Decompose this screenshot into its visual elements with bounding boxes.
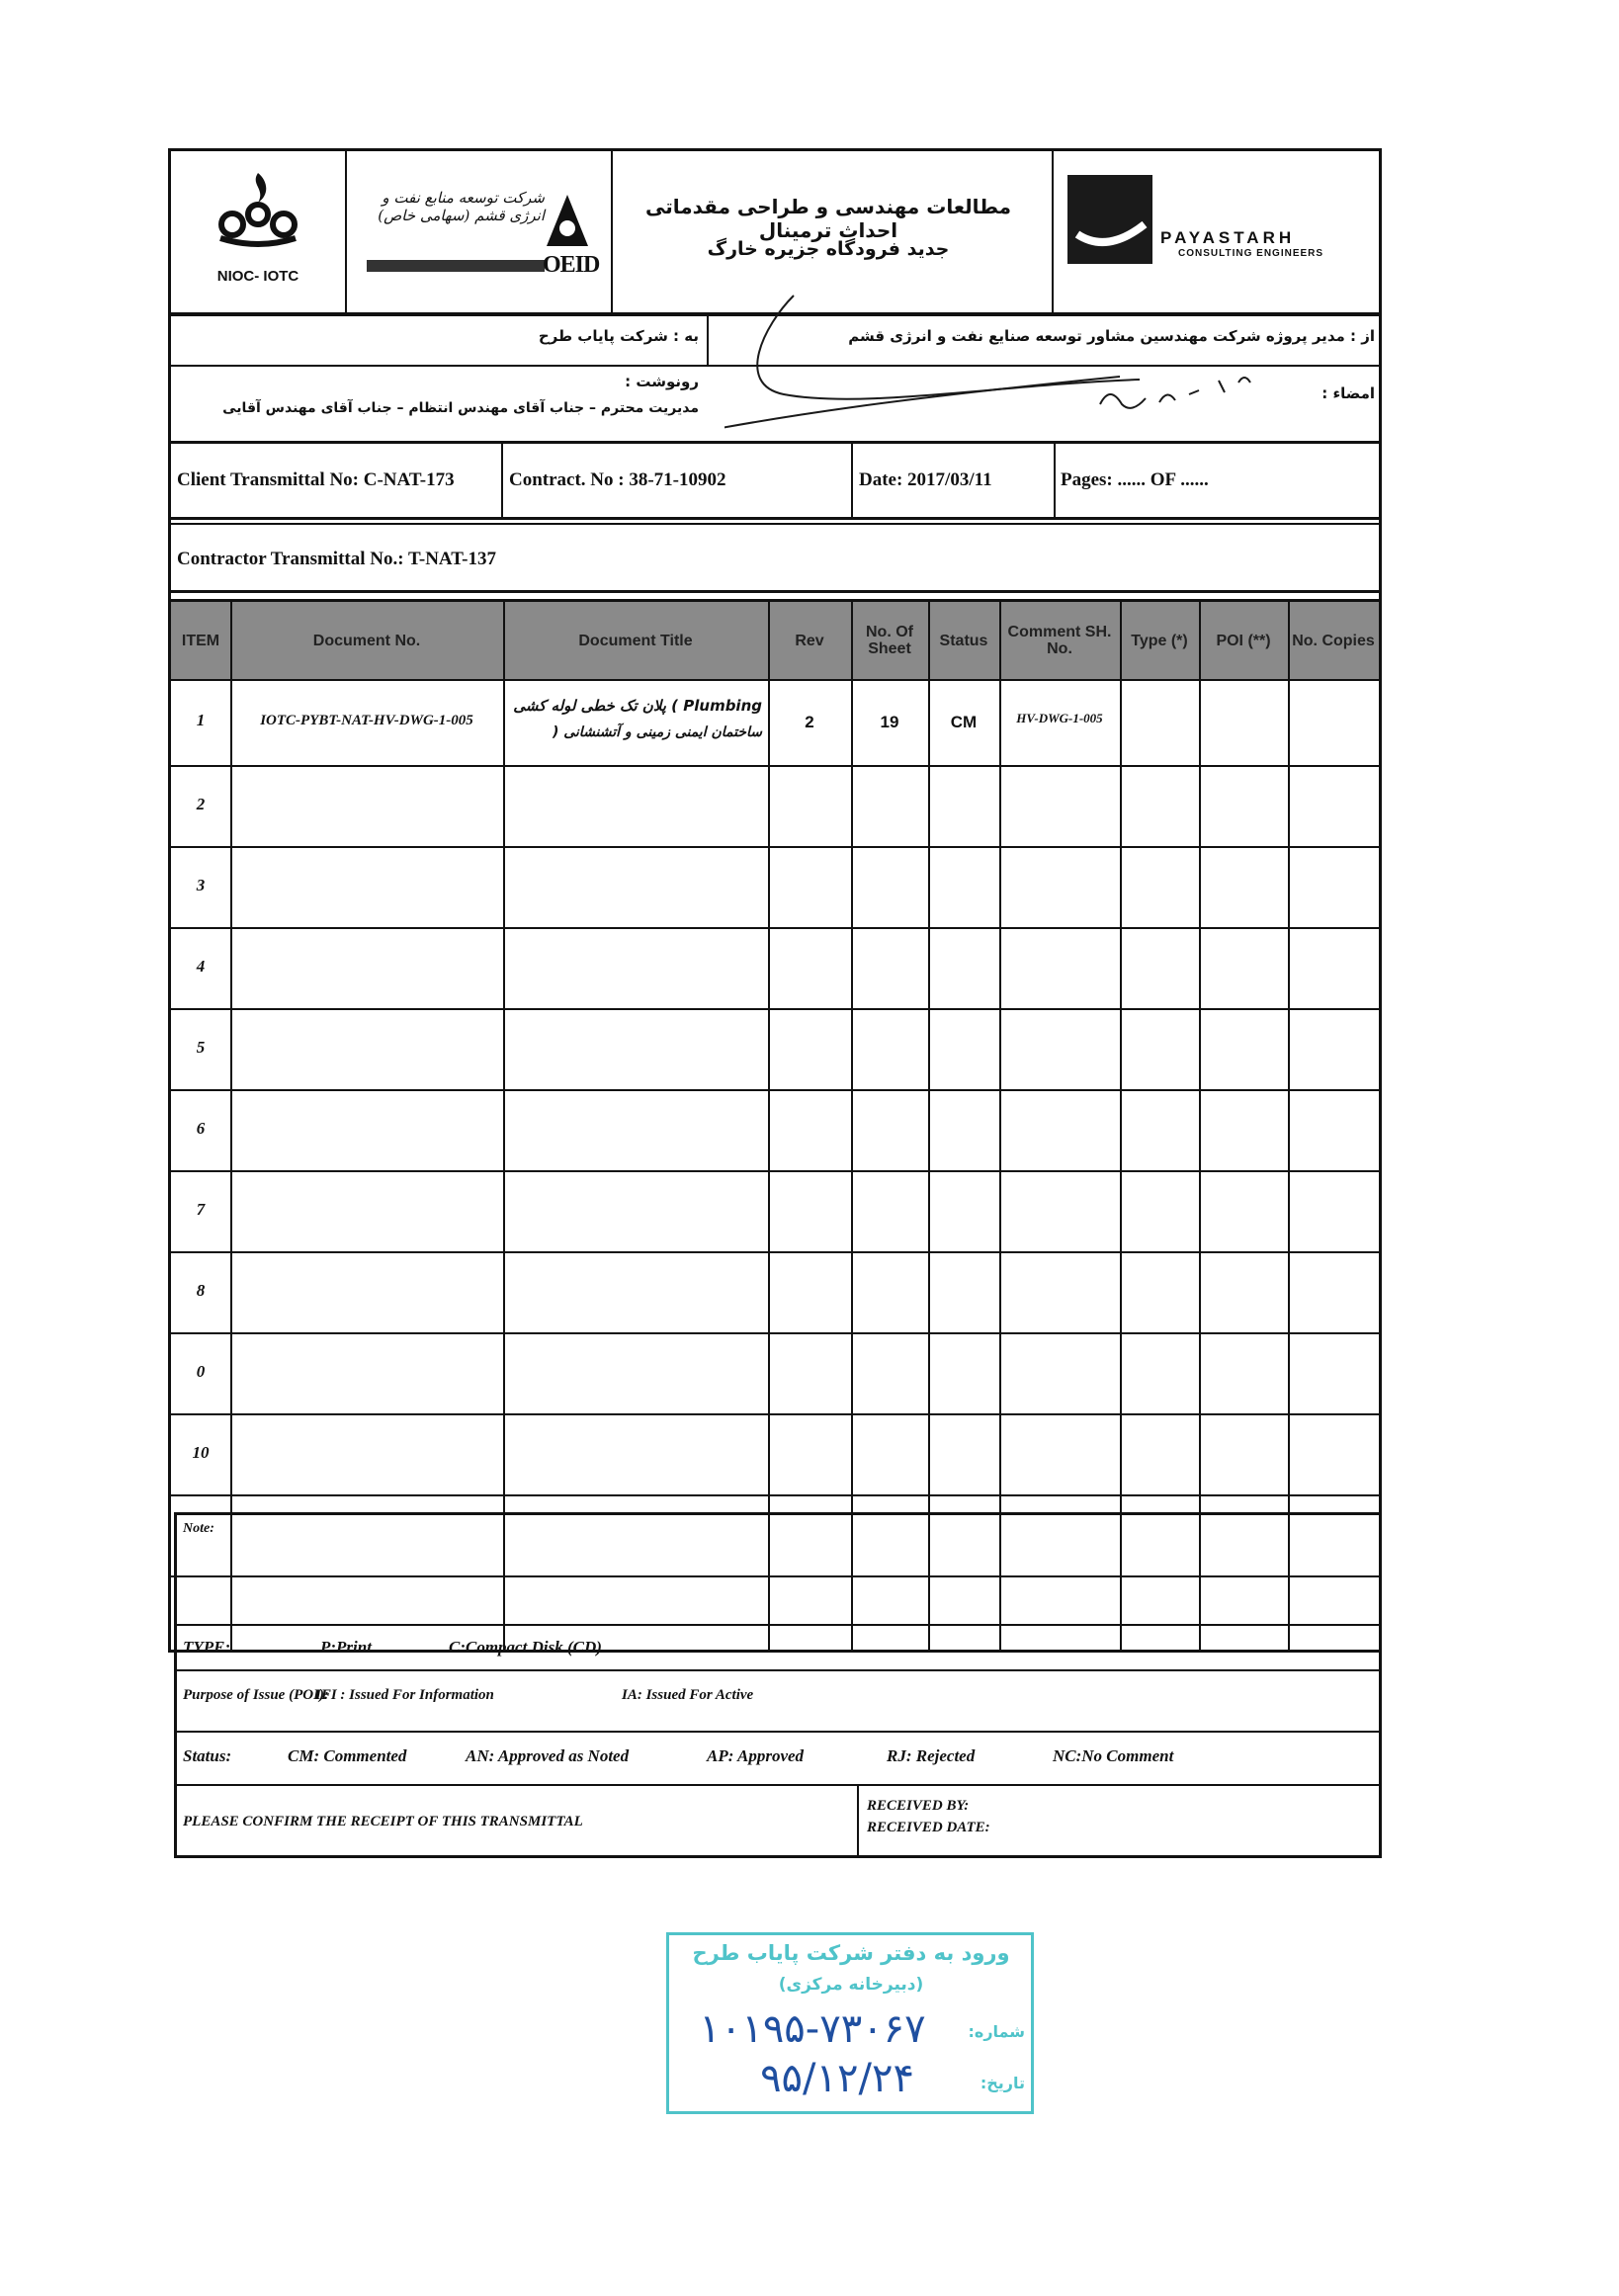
row1-sheets: 19 xyxy=(880,713,899,731)
payastarh-name: PAYASTARH xyxy=(1160,228,1296,247)
stamp-date-label: تاریخ: xyxy=(980,2074,1025,2092)
oeid-triangle-icon xyxy=(545,193,590,248)
col-sheets: No. Of Sheet xyxy=(866,624,913,657)
receipt-stamp xyxy=(666,1932,1034,2114)
nioc-logo xyxy=(171,151,345,313)
project-title-line2: جدید فرودگاه جزیره خارگ xyxy=(707,238,950,260)
documents-table xyxy=(168,599,1382,1653)
cc-label: رونوشت : xyxy=(625,373,699,390)
type-print: P:Print xyxy=(320,1638,372,1657)
row1-rev: 2 xyxy=(805,713,814,731)
row-item-number: 2 xyxy=(196,795,206,813)
stamp-number-value: ۱۰۱۹۵-۷۳۰۶۷ xyxy=(699,2006,926,2052)
status-label: Status: xyxy=(183,1746,232,1765)
oeid-persian-name: شرکت توسعه منابع نفت و انرژی قشم (سهامی خاص) xyxy=(378,189,545,224)
stamp-date-value: ۹۵/۱۲/۲۴ xyxy=(760,2056,914,2101)
row-item-number: 3 xyxy=(196,876,206,894)
type-label: TYPE: xyxy=(183,1638,231,1657)
note-label: Note: xyxy=(183,1521,214,1536)
oeid-label: OEID xyxy=(543,252,600,278)
payastarh-subtitle: CONSULTING ENGINEERS xyxy=(1178,248,1324,259)
stamp-line2: (دبیرخانه مرکزی) xyxy=(778,1975,924,1995)
status-nc: NC:No Comment xyxy=(1053,1746,1174,1765)
status-ap: AP: Approved xyxy=(707,1746,805,1765)
notes-block xyxy=(174,1512,1382,1858)
col-comment-sh-no: Comment SH. No. xyxy=(1007,624,1112,657)
poi-ifi: IFI : Issued For Information xyxy=(315,1687,494,1703)
row-item-number: 6 xyxy=(196,1119,206,1138)
received-date: RECEIVED DATE: xyxy=(867,1820,990,1835)
project-title-line1: مطالعات مهندسی و طراحی مقدماتی احداث ترمینال xyxy=(644,195,1012,242)
col-status: Status xyxy=(939,632,988,649)
row1-status: CM xyxy=(950,713,978,731)
confirm-receipt: PLEASE CONFIRM THE RECEIPT OF THIS TRANSMITTAL xyxy=(183,1814,583,1829)
type-cd: C:Compact Disk (CD) xyxy=(449,1638,602,1657)
received-by: RECEIVED BY: xyxy=(867,1798,970,1814)
status-rj: RJ: Rejected xyxy=(887,1746,976,1765)
oeid-tagline-bar xyxy=(367,260,545,272)
col-item: ITEM xyxy=(181,632,220,649)
contractor-transmittal-no: Contractor Transmittal No.: T-NAT-137 xyxy=(177,549,496,569)
stamp-number-label: شماره: xyxy=(968,2022,1025,2041)
contract-no: Contract. No : 38-71-10902 xyxy=(509,469,726,490)
contractor-row xyxy=(168,517,1382,602)
col-poi: POI (**) xyxy=(1216,632,1271,649)
status-cm: CM: Commented xyxy=(288,1746,407,1765)
cc-recipients: مدیریت محترم – جناب آقای مهندس انتظام – جناب آقای مهندس آقایی xyxy=(222,400,699,416)
poi-label: Purpose of Issue (POI): xyxy=(183,1687,329,1703)
signature-scribble xyxy=(724,286,1278,454)
row-item-number: 5 xyxy=(196,1038,206,1057)
payastarh-mark-icon xyxy=(1067,175,1152,264)
col-document-no: Document No. xyxy=(312,632,421,649)
row-item-number: 4 xyxy=(196,957,206,976)
col-rev: Rev xyxy=(795,632,824,649)
col-copies: No. Copies xyxy=(1292,632,1375,649)
client-transmittal-no: Client Transmittal No: C-NAT-173 xyxy=(177,469,455,490)
row-item-number: 10 xyxy=(192,1443,210,1462)
row1-item: 1 xyxy=(196,711,206,729)
row1-title-line2: ساختمان ایمنی زمینی و آتشنشانی ( xyxy=(552,724,762,740)
row1-comment-sh-no: HV-DWG-1-005 xyxy=(1016,711,1103,725)
row1-title-line1: Plumbing ) پلان تک خطی لوله کشی xyxy=(513,697,762,715)
poi-ia: IA: Issued For Active xyxy=(622,1687,754,1703)
row-item-number: 7 xyxy=(196,1200,206,1219)
col-type: Type (*) xyxy=(1131,632,1188,649)
stamp-line1: ورود به دفتر شرکت پایاب طرح xyxy=(692,1941,1010,1965)
transmittal-row xyxy=(168,441,1382,520)
row-item-number: 8 xyxy=(196,1281,206,1300)
signature-label: امضاء : xyxy=(1321,384,1375,402)
row-item-number: 0 xyxy=(196,1362,206,1381)
transmittal-date: Date: 2017/03/11 xyxy=(859,469,992,490)
row1-document-no: IOTC-PYBT-NAT-HV-DWG-1-005 xyxy=(260,713,473,728)
oeid-logo xyxy=(347,151,610,313)
nioc-label: NIOC- IOTC xyxy=(216,268,299,285)
status-an: AN: Approved as Noted xyxy=(466,1746,630,1765)
pages-count: Pages: ...... OF ...... xyxy=(1061,469,1209,490)
transmittal-sheet xyxy=(168,148,1382,1864)
col-document-title: Document Title xyxy=(578,632,693,649)
nioc-flame-icon xyxy=(171,151,345,270)
to-field: به : شرکت پایاب طرح xyxy=(538,327,699,345)
from-field: از : مدیر پروژه شرکت مهندسین مشاور توسعه صنایع نفت و انرژی قشم xyxy=(848,327,1375,345)
